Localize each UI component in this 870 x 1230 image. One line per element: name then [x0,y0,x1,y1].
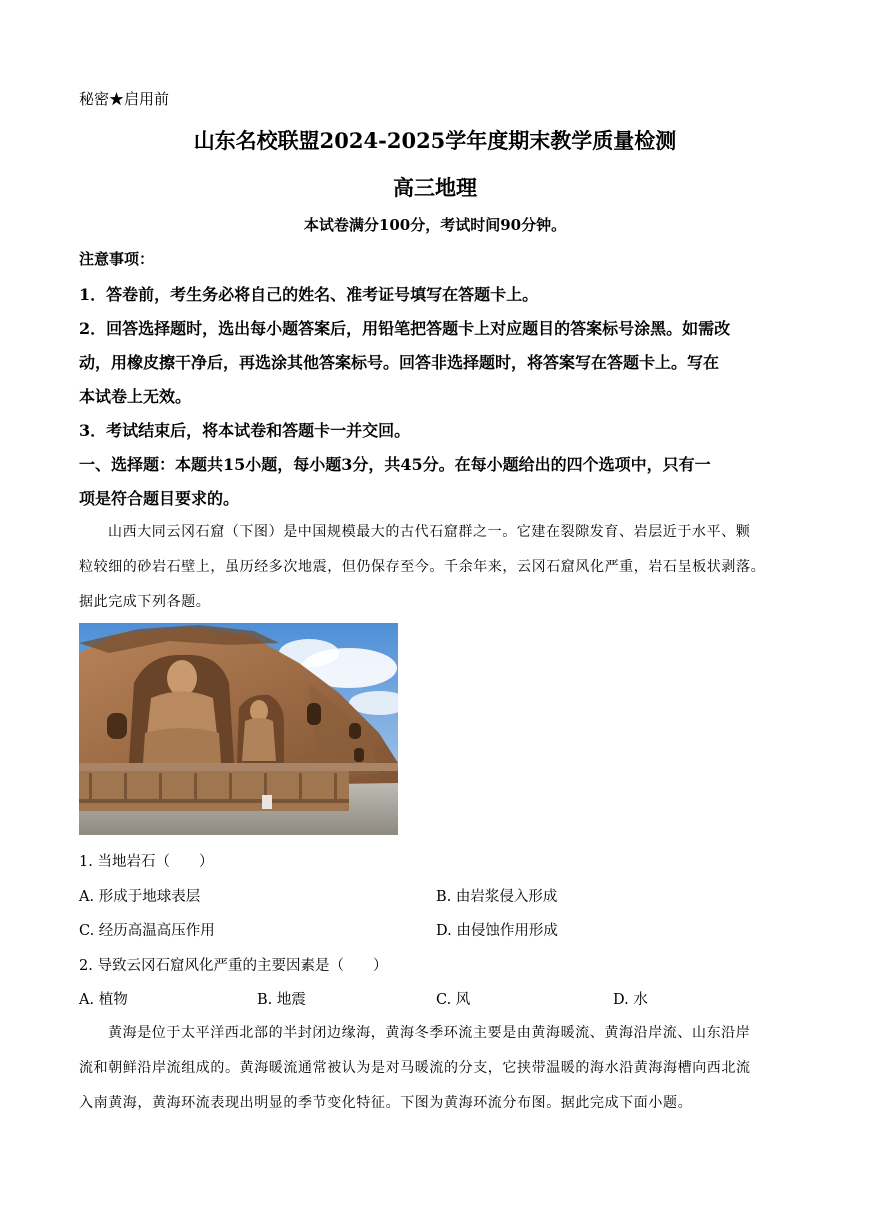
note-item-1: 1．答卷前，考生务必将自己的姓名、准考证号填写在答题卡上。 [79,285,539,304]
note-item-2-line-2: 动，用橡皮擦干净后，再选涂其他答案标号。回答非选择题时，将答案写在答题卡上。写在 [79,353,720,372]
passage1-line-2: 粒较细的砂岩石壁上，虽历经多次地震，但仍保存至今。千余年来，云冈石窟风化严重，岩石呈板状剥落。 [79,559,766,575]
question-1-option-a: A. 形成于地球表层 [79,889,201,905]
question-2-option-d: D. 水 [613,992,648,1008]
question-1-option-d: D. 由侵蚀作用形成 [436,923,558,939]
question-2-option-c: C. 风 [436,992,471,1008]
passage1-line-1: 山西大同云冈石窟（下图）是中国规模最大的古代石窟群之一。它建在裂隙发育、岩层近于水平、颗 [108,524,751,540]
question-1-stem: 1. 当地岩石（ ） [79,854,214,870]
question-1-option-c: C. 经历高温高压作用 [79,923,215,939]
note-item-3: 3．考试结束后，将本试卷和答题卡一并交回。 [79,421,411,440]
passage2-line-1: 黄海是位于太平洋西北部的半封闭边缘海，黄海冬季环流主要是由黄海暖流、黄海沿岸流、山东沿岸 [108,1025,751,1041]
confidential-mark: 秘密★启用前 [79,90,170,108]
yungang-grottoes-photo [79,623,398,835]
passage1-line-3: 据此完成下列各题。 [79,594,211,610]
question-2-stem: 2. 导致云冈石窟风化严重的主要因素是（ ） [79,958,388,974]
note-item-2-line-1: 2．回答选择题时，选出每小题答案后，用铅笔把答题卡上对应题目的答案标号涂黑。如需改 [79,319,731,338]
exam-subject: 高三地理 [393,175,477,200]
note-item-2-line-3: 本试卷上无效。 [79,387,192,406]
section-heading-line-2: 项是符合题目要求的。 [79,489,240,508]
question-2-option-a: A. 植物 [79,992,128,1008]
passage2-line-2: 流和朝鲜沿岸流组成的。黄海暖流通常被认为是对马暖流的分支，它挟带温暖的海水沿黄海海槽向西北流 [79,1060,751,1076]
notes-heading: 注意事项： [79,250,155,268]
question-2-option-b: B. 地震 [257,992,306,1008]
exam-info: 本试卷满分100分，考试时间90分钟。 [303,216,567,234]
passage2-line-3: 入南黄海，黄海环流表现出明显的季节变化特征。下图为黄海环流分布图。据此完成下面小题。 [79,1095,693,1111]
exam-title: 山东名校联盟2024-2025学年度期末教学质量检测 [193,128,677,153]
question-1-option-b: B. 由岩浆侵入形成 [436,889,558,905]
section-heading-line-1: 一、选择题：本题共15小题，每小题3分，共45分。在每小题给出的四个选项中，只有一 [79,455,711,474]
